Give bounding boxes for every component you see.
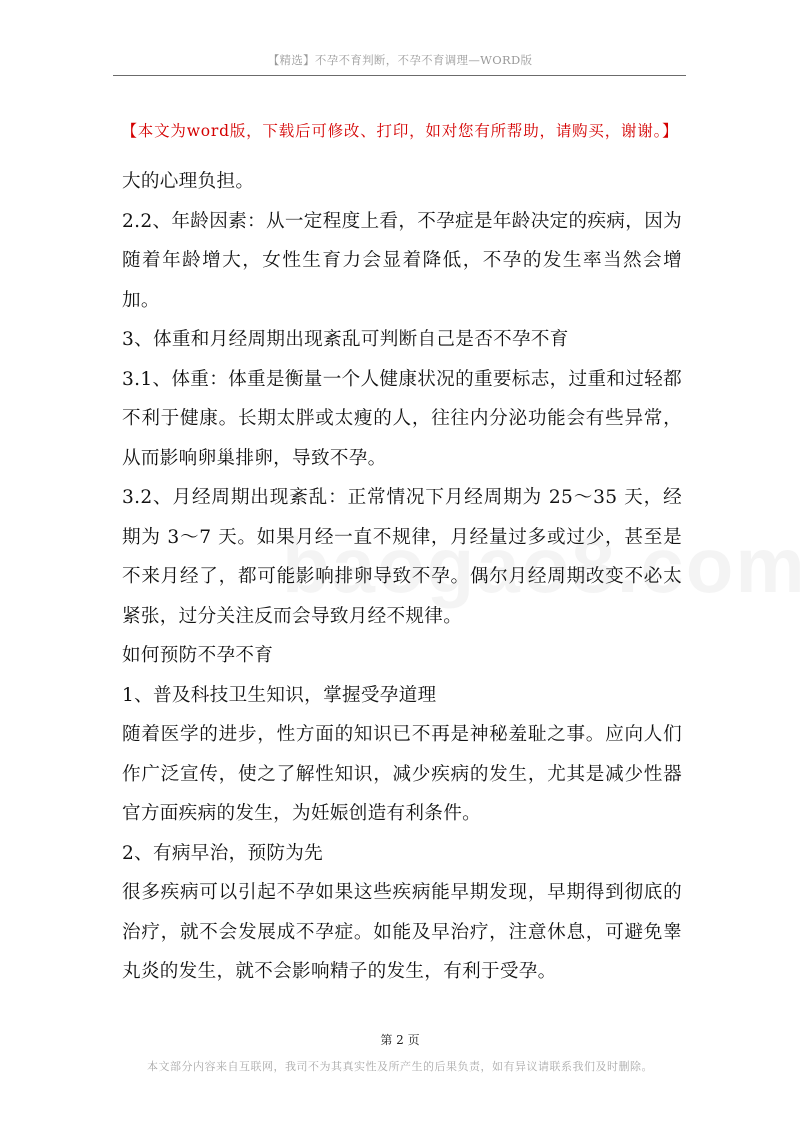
- footer-disclaimer: 本文部分内容来自互联网，我司不为其真实性及所产生的后果负责，如有异议请联系我们及时删除。: [147, 1060, 653, 1073]
- page-header-title: 【精选】不孕不育判断，不孕不育调理—WORD版: [267, 53, 533, 67]
- paragraph: 随着医学的进步，性方面的知识已不再是神秘羞耻之事。应向人们作广泛宣传，使之了解性知识，减少疾病的发生，尤其是减少性器官方面疾病的发生，为妊娠创造有利条件。: [122, 724, 682, 824]
- document-body: [122, 162, 682, 992]
- paragraph: 2.2、年龄因素：从一定程度上看，不孕症是年龄决定的疾病，因为随着年龄增大，女性生育力会显着降低，不孕的发生率当然会增加。: [122, 210, 682, 311]
- section-heading: 3、体重和月经周期出现紊乱可判断自己是否不孕不育: [122, 329, 569, 350]
- paragraph: 大的心理负担。: [122, 171, 255, 192]
- word-version-notice: 【本文为word版，下载后可修改、打印，如对您有所帮助，请购买，谢谢。】: [121, 122, 679, 140]
- section-heading: 如何预防不孕不育: [122, 645, 274, 666]
- header-divider: [113, 75, 686, 76]
- paragraph: 3.1、体重：体重是衡量一个人健康状况的重要标志，过重和过轻都不利于健康。长期太胖或太瘦的人，往往内分泌功能会有些异常，从而影响卵巢排卵，导致不孕。: [122, 368, 682, 469]
- page-number: 第 2 页: [380, 1033, 420, 1047]
- section-heading: 2、有病早治，预防为先: [122, 842, 324, 864]
- section-heading: 1、普及科技卫生知识，掌握受孕道理: [122, 684, 437, 706]
- paragraph: 3.2、月经周期出现紊乱：正常情况下月经周期为 25～35 天，经期为 3～7 天。如果月经一直不规律，月经量过多或过少，甚至是不来月经了，都可能影响排卵导致不孕。偶尔月经周期改变不必太紧张，过分关注反而会导致月经不规律。: [122, 487, 682, 627]
- paragraph: 很多疾病可以引起不孕如果这些疾病能早期发现，早期得到彻底的治疗，就不会发展成不孕症。如能及早治疗，注意休息，可避免睾丸炎的发生，就不会影响精子的发生，有利于受孕。: [122, 882, 682, 982]
